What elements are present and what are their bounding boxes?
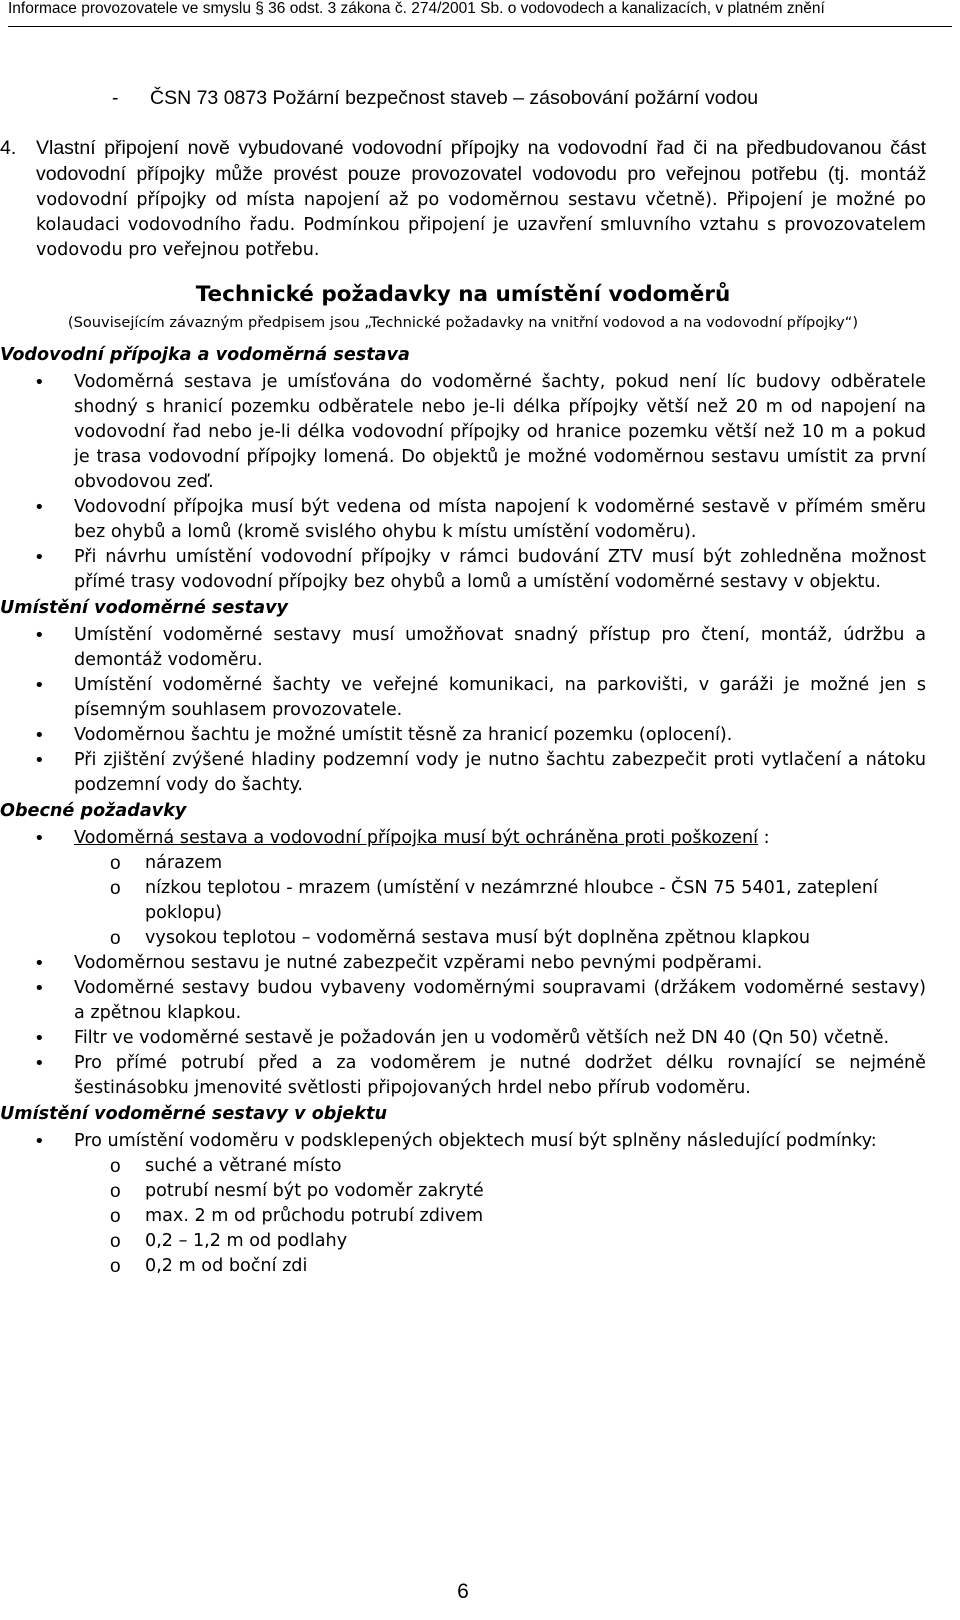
list-item <box>0 673 926 723</box>
point-4-text-part1: Vlastní připojení nově vybudované vodovodní přípojky na vodovodní řad či na předbudovanou část vodovodní přípojky může provést pouze provozovatel vodovodu pro veřejnou potřebu (tj. <box>36 137 926 185</box>
list-item-text: Pro přímé potrubí před a za vodoměrem je nutné dodržet délku rovnající se nejméně šestinásobku jmenovité světlosti připojovaných hrdel nebo přírub vodoměru. <box>74 1053 926 1098</box>
list-item <box>0 951 926 976</box>
sub-list-item-text: potrubí nesmí být po vodoměr zakryté <box>145 1181 484 1201</box>
protection-requirement: Vodoměrná sestava a vodovodní přípojka musí být ochráněna proti poškození <box>74 828 759 848</box>
list-item <box>0 495 926 545</box>
list-item-text: Při návrhu umístění vodovodní přípojky v rámci budování ZTV musí být zohledněna možnost přímé trasy vodovodní přípojky bez ohybů a lomů a umístění vodoměrné sestavy v objektu. <box>74 547 926 592</box>
dash-mark: - <box>112 87 119 109</box>
sub-list-item <box>0 926 926 951</box>
section-subtitle: (Souvisejícím závazným předpisem jsou „Technické požadavky na vnitřní vodovod a na vodovodní přípojky“) <box>67 314 859 331</box>
bullet-mark: • <box>34 953 45 974</box>
bullet-mark: • <box>34 625 45 646</box>
list-item <box>0 748 926 798</box>
bullet-mark: • <box>34 1028 45 1049</box>
bullet-list-s2 <box>0 623 926 798</box>
list-item-text: Vodoměrná sestava je umísťována do vodoměrné šachty, pokud není líc budovy odběratele shodný s hranicí pozemku odběratele nebo je-li délka přípojky větší než 20 m od napojení na vodovodní řad nebo je-li délka vodovodní přípojky od hranice pozemku větší než 10 m a pokud je trasa vodovodní přípojky lomená. Do objektů je možné vodoměrnou sestavu umístit za první obvodovou zeď. <box>74 372 926 492</box>
list-item-text: Umístění vodoměrné šachty ve veřejné komunikaci, na parkovišti, v garáži je možné jen s písemným souhlasem provozovatele. <box>74 675 926 720</box>
list-item-text: Pro umístění vodoměru v podsklepených objektech musí být splněny následující podmínky: <box>74 1131 877 1151</box>
bullet-mark: • <box>34 750 45 771</box>
sub-bullet-mark: o <box>110 878 121 899</box>
list-item-suffix: : <box>758 828 770 848</box>
bullet-list-s3 <box>0 826 926 851</box>
sub-list-item-text: vysokou teplotou – vodoměrná sestava musí být doplněna zpětnou klapkou <box>145 928 811 948</box>
sub-bullet-mark: o <box>110 1231 121 1252</box>
sub-bullet-mark: o <box>110 928 121 949</box>
list-item-text: Umístění vodoměrné sestavy musí umožňovat snadný přístup pro čtení, montáž, údržbu a demontáž vodoměru. <box>74 625 926 670</box>
bullet-mark: • <box>34 675 45 696</box>
sub-bullet-mark: o <box>110 853 121 874</box>
sub-list-item <box>0 851 926 876</box>
sub-list-item <box>0 1204 926 1229</box>
bullet-mark: • <box>34 547 45 568</box>
list-item <box>0 723 926 748</box>
sub-list-s3 <box>0 851 926 951</box>
sub-bullet-mark: o <box>110 1156 121 1177</box>
point-number: 4. <box>0 137 17 159</box>
sub-bullet-mark: o <box>110 1206 121 1227</box>
sub-list-item-text: nárazem <box>145 853 223 873</box>
list-item-text: Vodoměrnou šachtu je možné umístit těsně za hranicí pozemku (oplocení). <box>74 725 733 745</box>
sub-bullet-mark: o <box>110 1256 121 1277</box>
bullet-mark: • <box>34 497 45 518</box>
sub-list-item-text: max. 2 m od průchodu potrubí zdivem <box>145 1206 484 1226</box>
bullet-mark: • <box>34 372 45 393</box>
list-item <box>0 976 926 1026</box>
list-item <box>0 1026 926 1051</box>
section-title: Technické požadavky na umístění vodoměrů <box>195 282 731 307</box>
sub-list-item <box>0 1179 926 1204</box>
heading-umisteni-v-objektu: Umístění vodoměrné sestavy v objektu <box>0 1104 388 1124</box>
heading-obecne-pozadavky: Obecné požadavky <box>0 801 187 821</box>
list-item <box>0 370 926 495</box>
sub-list-s4 <box>0 1154 926 1279</box>
heading-umisteni-sestavy: Umístění vodoměrné sestavy <box>0 598 289 618</box>
list-item <box>0 545 926 595</box>
page-number: 6 <box>457 1580 469 1603</box>
sub-list-item-text: nízkou teplotou - mrazem (umístění v nezámrzné hloubce - ČSN 75 5401, zateplení poklopu) <box>145 878 878 923</box>
bullet-mark: • <box>34 828 45 849</box>
numbered-point-4 <box>0 136 926 263</box>
bullet-mark: • <box>34 725 45 746</box>
standard-reference <box>112 86 926 111</box>
bullet-mark: • <box>34 978 45 999</box>
bullet-mark: • <box>34 1131 45 1152</box>
list-item-text: Filtr ve vodoměrné sestavě je požadován jen u vodoměrů větších než DN 40 (Qn 50) včetně. <box>74 1028 890 1048</box>
document-header: Informace provozovatele ve smyslu § 36 odst. 3 zákona č. 274/2001 Sb. o vodovodech a kanalizacích, v platném znění <box>8 0 952 27</box>
document-body <box>0 86 926 1279</box>
list-item <box>0 1129 926 1154</box>
standard-reference-text: ČSN 73 0873 Požární bezpečnost staveb – zásobování požární vodou <box>150 87 759 109</box>
list-item <box>0 826 926 851</box>
bullet-list-s3b <box>0 951 926 1101</box>
sub-list-item <box>0 876 926 926</box>
heading-vodovodni-pripojka: Vodovodní přípojka a vodoměrná sestava <box>0 345 410 365</box>
list-item-text: Vodoměrnou sestavu je nutné zabezpečit vzpěrami nebo pevnými podpěrami. <box>74 953 763 973</box>
bullet-list-s4 <box>0 1129 926 1154</box>
point-4-text-part2: montáž vodovodní přípojky od místa napojení až po vodoměrnou sestavu včetně). Připojení je možné po kolaudaci vodovodního řadu. Podmínkou připojení je uzavření smluvního vztahu s provozovatelem vodovodu pro veřejnou potřebu. <box>36 165 926 260</box>
bullet-mark: • <box>34 1053 45 1074</box>
sub-list-item-text: 0,2 m od boční zdi <box>145 1256 308 1276</box>
list-item-text: Vodovodní přípojka musí být vedena od místa napojení k vodoměrné sestavě v přímém směru bez ohybů a lomů (kromě svislého ohybu k místu umístění vodoměru). <box>74 497 926 542</box>
list-item-text: Vodoměrné sestavy budou vybaveny vodoměrnými soupravami (držákem vodoměrné sestavy) a zpětnou klapkou. <box>74 978 926 1023</box>
sub-list-item <box>0 1229 926 1254</box>
sub-list-item <box>0 1154 926 1179</box>
sub-list-item-text: suché a větrané místo <box>145 1156 342 1176</box>
bullet-list-s1 <box>0 370 926 595</box>
sub-list-item-text: 0,2 – 1,2 m od podlahy <box>145 1231 348 1251</box>
list-item-text: Při zjištění zvýšené hladiny podzemní vody je nutno šachtu zabezpečit proti vytlačení a nátoku podzemní vody do šachty. <box>74 750 926 795</box>
sub-bullet-mark: o <box>110 1181 121 1202</box>
sub-list-item <box>0 1254 926 1279</box>
list-item <box>0 623 926 673</box>
list-item <box>0 1051 926 1101</box>
